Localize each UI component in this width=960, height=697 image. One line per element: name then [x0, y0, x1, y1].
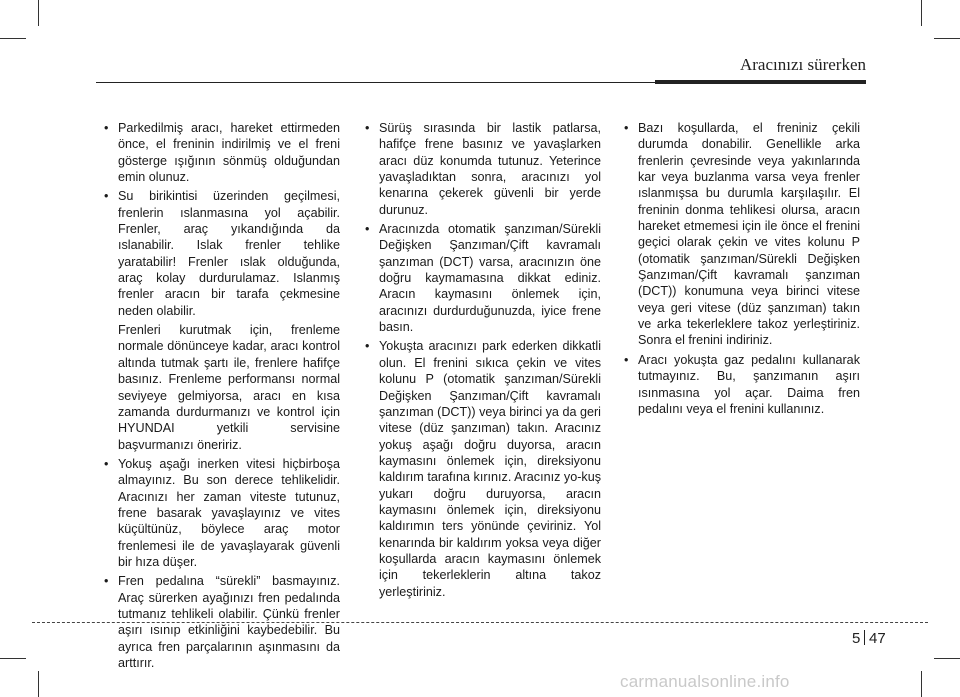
bullet-paragraph: • Yokuş aşağı inerken vitesi hiçbirboşa almayınız. Bu son derece tehlikelidir. Aracınızı her zaman viteste tutunuz, frene basarak yavaşlayınız ve vites küçültünüz, böylece araç motor frenlemesi ile de yavaşlayarak güvenli bir hıza düşer. — [104, 456, 340, 570]
bullet-paragraph: • Parkedilmiş aracı, hareket ettirmeden önce, el freninin indirilmiş ve el freni gösterge ışığının sönmüş olduğundan emin olunuz. — [104, 120, 340, 185]
crop-mark — [934, 38, 960, 39]
text-column-3 — [624, 120, 860, 417]
footer-rule — [32, 622, 928, 623]
bullet-paragraph: • Yokuşta aracınızı park ederken dikkatli olun. El frenini sıkıca çekin ve vites kolunu P (otomatik şanzıman/Sürekli Değişken Şanzıman/Çift kavramalı şanzıman (DCT)) veya birinci ya da geri vitese (düz şanzıman) takın. Aracınız yokuş aşağı doğru duyorsa, aracın kaymasını önlemek için, direksiyonu kaldırım tarafına kırınız. Aracınız yo-kuş yukarı doğru duruyorsa, aracın kaymasını önlemek için, direksiyonu kaldırımın ters yönünde çeviriniz. Yol kenarında bir kaldırım yoksa veya diğer koşullarda aracın kaymasını önlemek için tekerleklerin altına takoz yerleştiriniz. — [365, 338, 601, 600]
bullet-paragraph: • Bazı koşullarda, el freniniz çekili durumda donabilir. Genellikle arka frenlerin çevresinde veya yakınlarında kar veya buzlanma varsa veya frenler ıslanmışsa bu durumla karşılaşılır. El freninin donma tehlikesi olursa, aracın hareket etmemesi için ile önce el frenini geçici olarak çekin ve vites kolunu P (otomatik şanzıman/Sürekli Değişken Şanzıman/Çift kavramalı şanzıman (DCT)) konumuna veya birinci vitese veya geri vitese (düz şanzıman) takın ve arka tekerleklere takoz yerleştiriniz. Sonra el frenini indiriniz. — [624, 120, 860, 349]
bullet-paragraph: • Aracınızda otomatik şanzıman/Sürekli Değişken Şanzıman/Çift kavramalı şanzıman (DCT) varsa, aracınızın öne doğru kaymamasına dikkat ediniz. Aracın kaymasını önlemek için, aracınızı durdurduğunuzda, iyice frene basın. — [365, 221, 601, 335]
bullet-paragraph: • Su birikintisi üzerinden geçilmesi, frenlerin ıslanmasına yol açabilir. Frenler, araç yıkandığında da ıslanabilir. Islak frenler tehlike yaratabilir! Frenler ıslak olduğunda, araç kolay durdurulamaz. Islanmış frenler aracın bir tarafa çekmesine neden olabilir. — [104, 188, 340, 319]
chapter-number: 5 — [852, 630, 861, 647]
crop-mark — [0, 658, 26, 659]
bullet-paragraph: • Sürüş sırasında bir lastik patlarsa, hafifçe frene basınız ve yavaşlarken aracı düz konumda tutunuz. Yeterince yavaşladıktan sonra, aracınızı yol kenarına çekerek güvenli bir yerde durunuz. — [365, 120, 601, 218]
bullet-paragraph: • Fren pedalına “sürekli” basmayınız. Araç sürerken ayağınızı fren pedalında tutmanız tehlikeli olabilir. Çünkü frenler aşırı ısınıp etkinliğini kaybedebilir. Bu ayrıca fren parçalarının aşınmasını da arttırır. — [104, 573, 340, 671]
crop-mark — [0, 38, 26, 39]
crop-mark — [38, 671, 39, 697]
paragraph: Frenleri kurutmak için, frenleme normale dönünceye kadar, aracı kontrol altında tutmak şartı ile, frenlere hafifçe basınız. Frenleme performansı normal seviyeye gelmiyorsa, aracı en kısa zamanda durdurmanızı ve kontrol için HYUNDAI yetkili servisine başvurmanızı öneririz. — [118, 323, 340, 452]
crop-mark — [38, 0, 39, 26]
crop-mark — [921, 0, 922, 26]
header-accent-bar — [655, 80, 866, 84]
watermark: carmanualsonline.info — [620, 672, 790, 691]
page-number-separator — [864, 630, 865, 645]
section-title: Aracınızı sürerken — [739, 55, 866, 74]
page-number: 47 — [869, 630, 886, 647]
crop-mark — [934, 658, 960, 659]
bullet-paragraph: • Aracı yokuşta gaz pedalını kullanarak tutmayınız. Bu, şanzımanın aşırı ısınmasına yol açar. Daima fren pedalını veya el frenini kullanınız. — [624, 352, 860, 417]
text-column-2 — [365, 120, 601, 600]
text-column-1 — [104, 120, 340, 671]
crop-mark — [921, 671, 922, 697]
